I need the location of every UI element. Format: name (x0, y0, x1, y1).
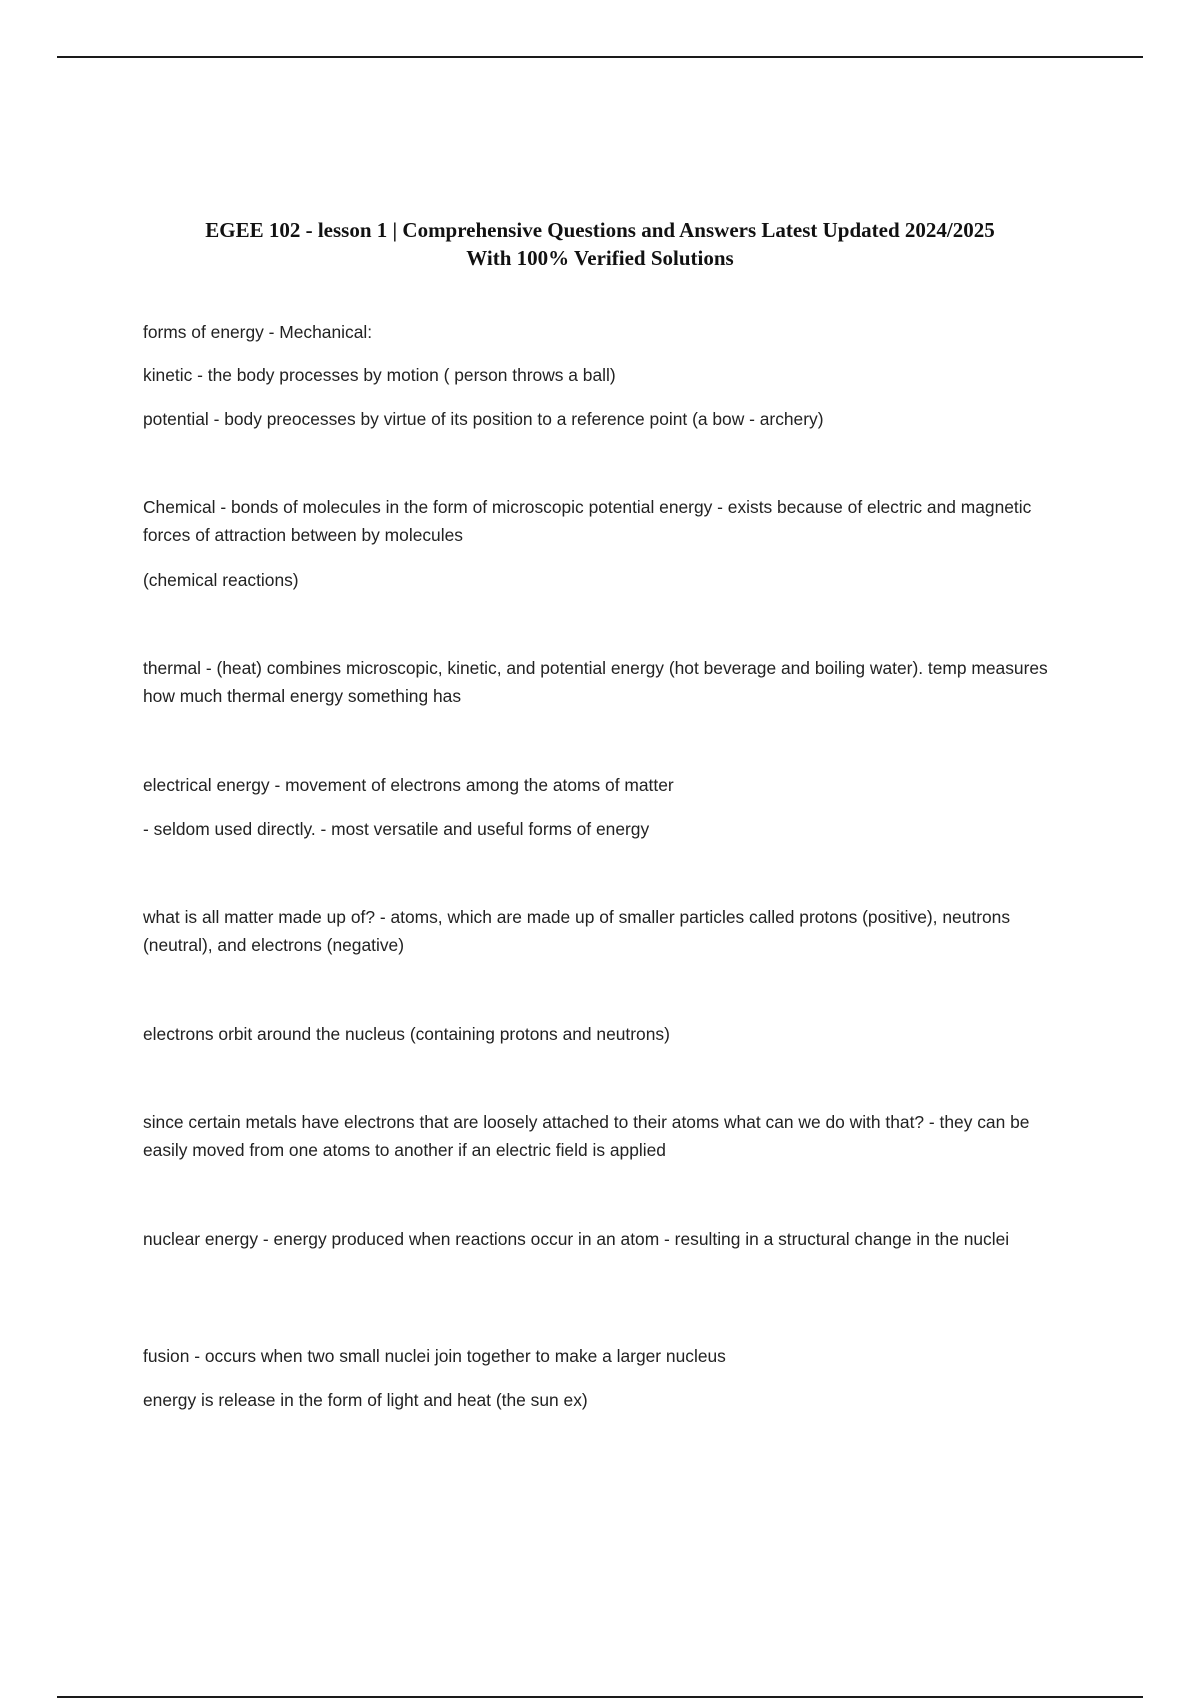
paragraph-fusion: fusion - occurs when two small nuclei join together to make a larger nucleus (143, 1346, 726, 1366)
paragraph-chemical: Chemical - bonds of molecules in the form of microscopic potential energy - exists because of electric and magnetic forces of attraction between by molecules (143, 497, 1032, 545)
document-title (100, 216, 1100, 272)
paragraph-matter: what is all matter made up of? - atoms, which are made up of smaller particles called protons (positive), neutrons (neutral), and electrons (negative) (143, 907, 1011, 955)
paragraph-fusion-energy: energy is release in the form of light and heat (the sun ex) (143, 1390, 588, 1410)
paragraph-forms-of-energy: forms of energy - Mechanical: (143, 322, 373, 342)
paragraph-kinetic: kinetic - the body processes by motion ( person throws a ball) (143, 365, 616, 385)
title-line-2: With 100% Verified Solutions (466, 246, 734, 270)
paragraph-nuclear-energy: nuclear energy - energy produced when reactions occur in an atom - resulting in a structural change in the nuclei (143, 1229, 1010, 1249)
top-rule (57, 56, 1143, 58)
paragraph-potential: potential - body preocesses by virtue of its position to a reference point (a bow - archery) (143, 409, 824, 429)
paragraph-electrical-uses: - seldom used directly. - most versatile and useful forms of energy (143, 819, 650, 839)
paragraph-chemical-reactions: (chemical reactions) (143, 570, 299, 590)
title-line-1: EGEE 102 - lesson 1 | Comprehensive Questions and Answers Latest Updated 2024/2025 (205, 218, 995, 242)
paragraph-metals: since certain metals have electrons that are loosely attached to their atoms what can we do with that? - they can be easily moved from one atoms to another if an electric field is applied (143, 1112, 1030, 1160)
paragraph-electrons-orbit: electrons orbit around the nucleus (containing protons and neutrons) (143, 1024, 670, 1044)
bottom-rule (57, 1696, 1143, 1698)
paragraph-electrical-energy: electrical energy - movement of electrons among the atoms of matter (143, 775, 674, 795)
paragraph-thermal: thermal - (heat) combines microscopic, kinetic, and potential energy (hot beverage and boiling water). temp measures how much thermal energy something has (143, 658, 1048, 706)
